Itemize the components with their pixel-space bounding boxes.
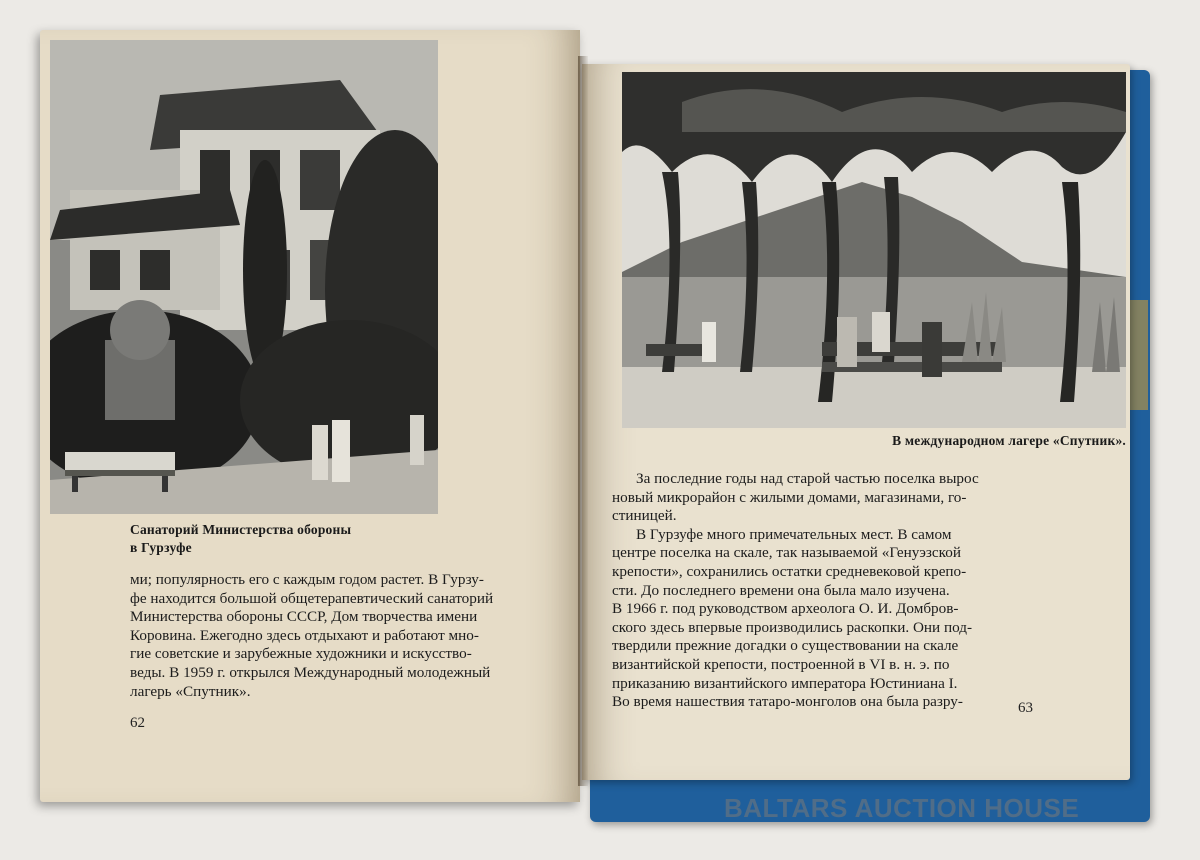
page-number-left: 62 — [130, 715, 145, 731]
text-line: византийской крепости, построенной в VI в. н. э. по — [612, 655, 950, 673]
caption-line: в Гурзуфе — [130, 540, 192, 555]
text-line: твердили прежние догадки о существовании на скале — [612, 637, 959, 655]
sanatorium-photo — [50, 40, 438, 514]
text-line: В Гурзуфе много примечательных мест. В самом — [636, 525, 952, 543]
page-number-right: 63 — [1018, 700, 1033, 716]
caption-line: Санаторий Министерства обороны — [130, 522, 352, 537]
text-line: лагерь «Спутник». — [130, 682, 251, 700]
text-line: стиницей. — [612, 507, 677, 525]
left-page-text — [130, 571, 570, 701]
text-line: приказанию византийского императора Юстиниана I. — [612, 674, 958, 692]
text-line: За последние годы над старой частью поселка вырос — [636, 470, 979, 487]
text-line: В 1966 г. под руководством археолога О. И. Домбров- — [612, 600, 959, 618]
text-line: гие советские и зарубежные художники и искусство- — [130, 645, 472, 663]
watermark: BALTARS AUCTION HOUSE — [724, 793, 1080, 823]
text-line: новый микрорайон с жилыми домами, магазинами, го- — [612, 488, 967, 506]
text-line: Министерства обороны СССР, Дом творчества имени — [130, 608, 478, 626]
text-line: фе находится большой общетерапевтический санаторий — [130, 589, 494, 607]
text-line: центре поселка на скале, так называемой «Генуэзской — [612, 544, 961, 562]
pergola-photo — [622, 72, 1126, 428]
cover-ornament — [1128, 300, 1148, 410]
right-page-text — [612, 470, 1040, 712]
text-line: веды. В 1959 г. открылся Международный молодежный — [130, 663, 491, 681]
left-photo-caption — [130, 521, 430, 557]
text-line: ского здесь впервые производились раскопки. Они под- — [612, 618, 973, 636]
text-line: сти. До последнего времени она была мало изучена. — [612, 581, 950, 599]
text-line: ми; популярность его с каждым годом растет. В Гурзу- — [130, 571, 484, 588]
book-gutter — [578, 56, 588, 786]
right-photo-caption: В международном лагере «Спутник». — [892, 433, 1126, 448]
text-line: Коровина. Ежегодно здесь отдыхают и работают мно- — [130, 626, 479, 644]
text-line: крепости», сохранились остатки средневековой крепо- — [612, 562, 967, 580]
text-line: Во время нашествия татаро-монголов она была разру- — [612, 693, 963, 711]
